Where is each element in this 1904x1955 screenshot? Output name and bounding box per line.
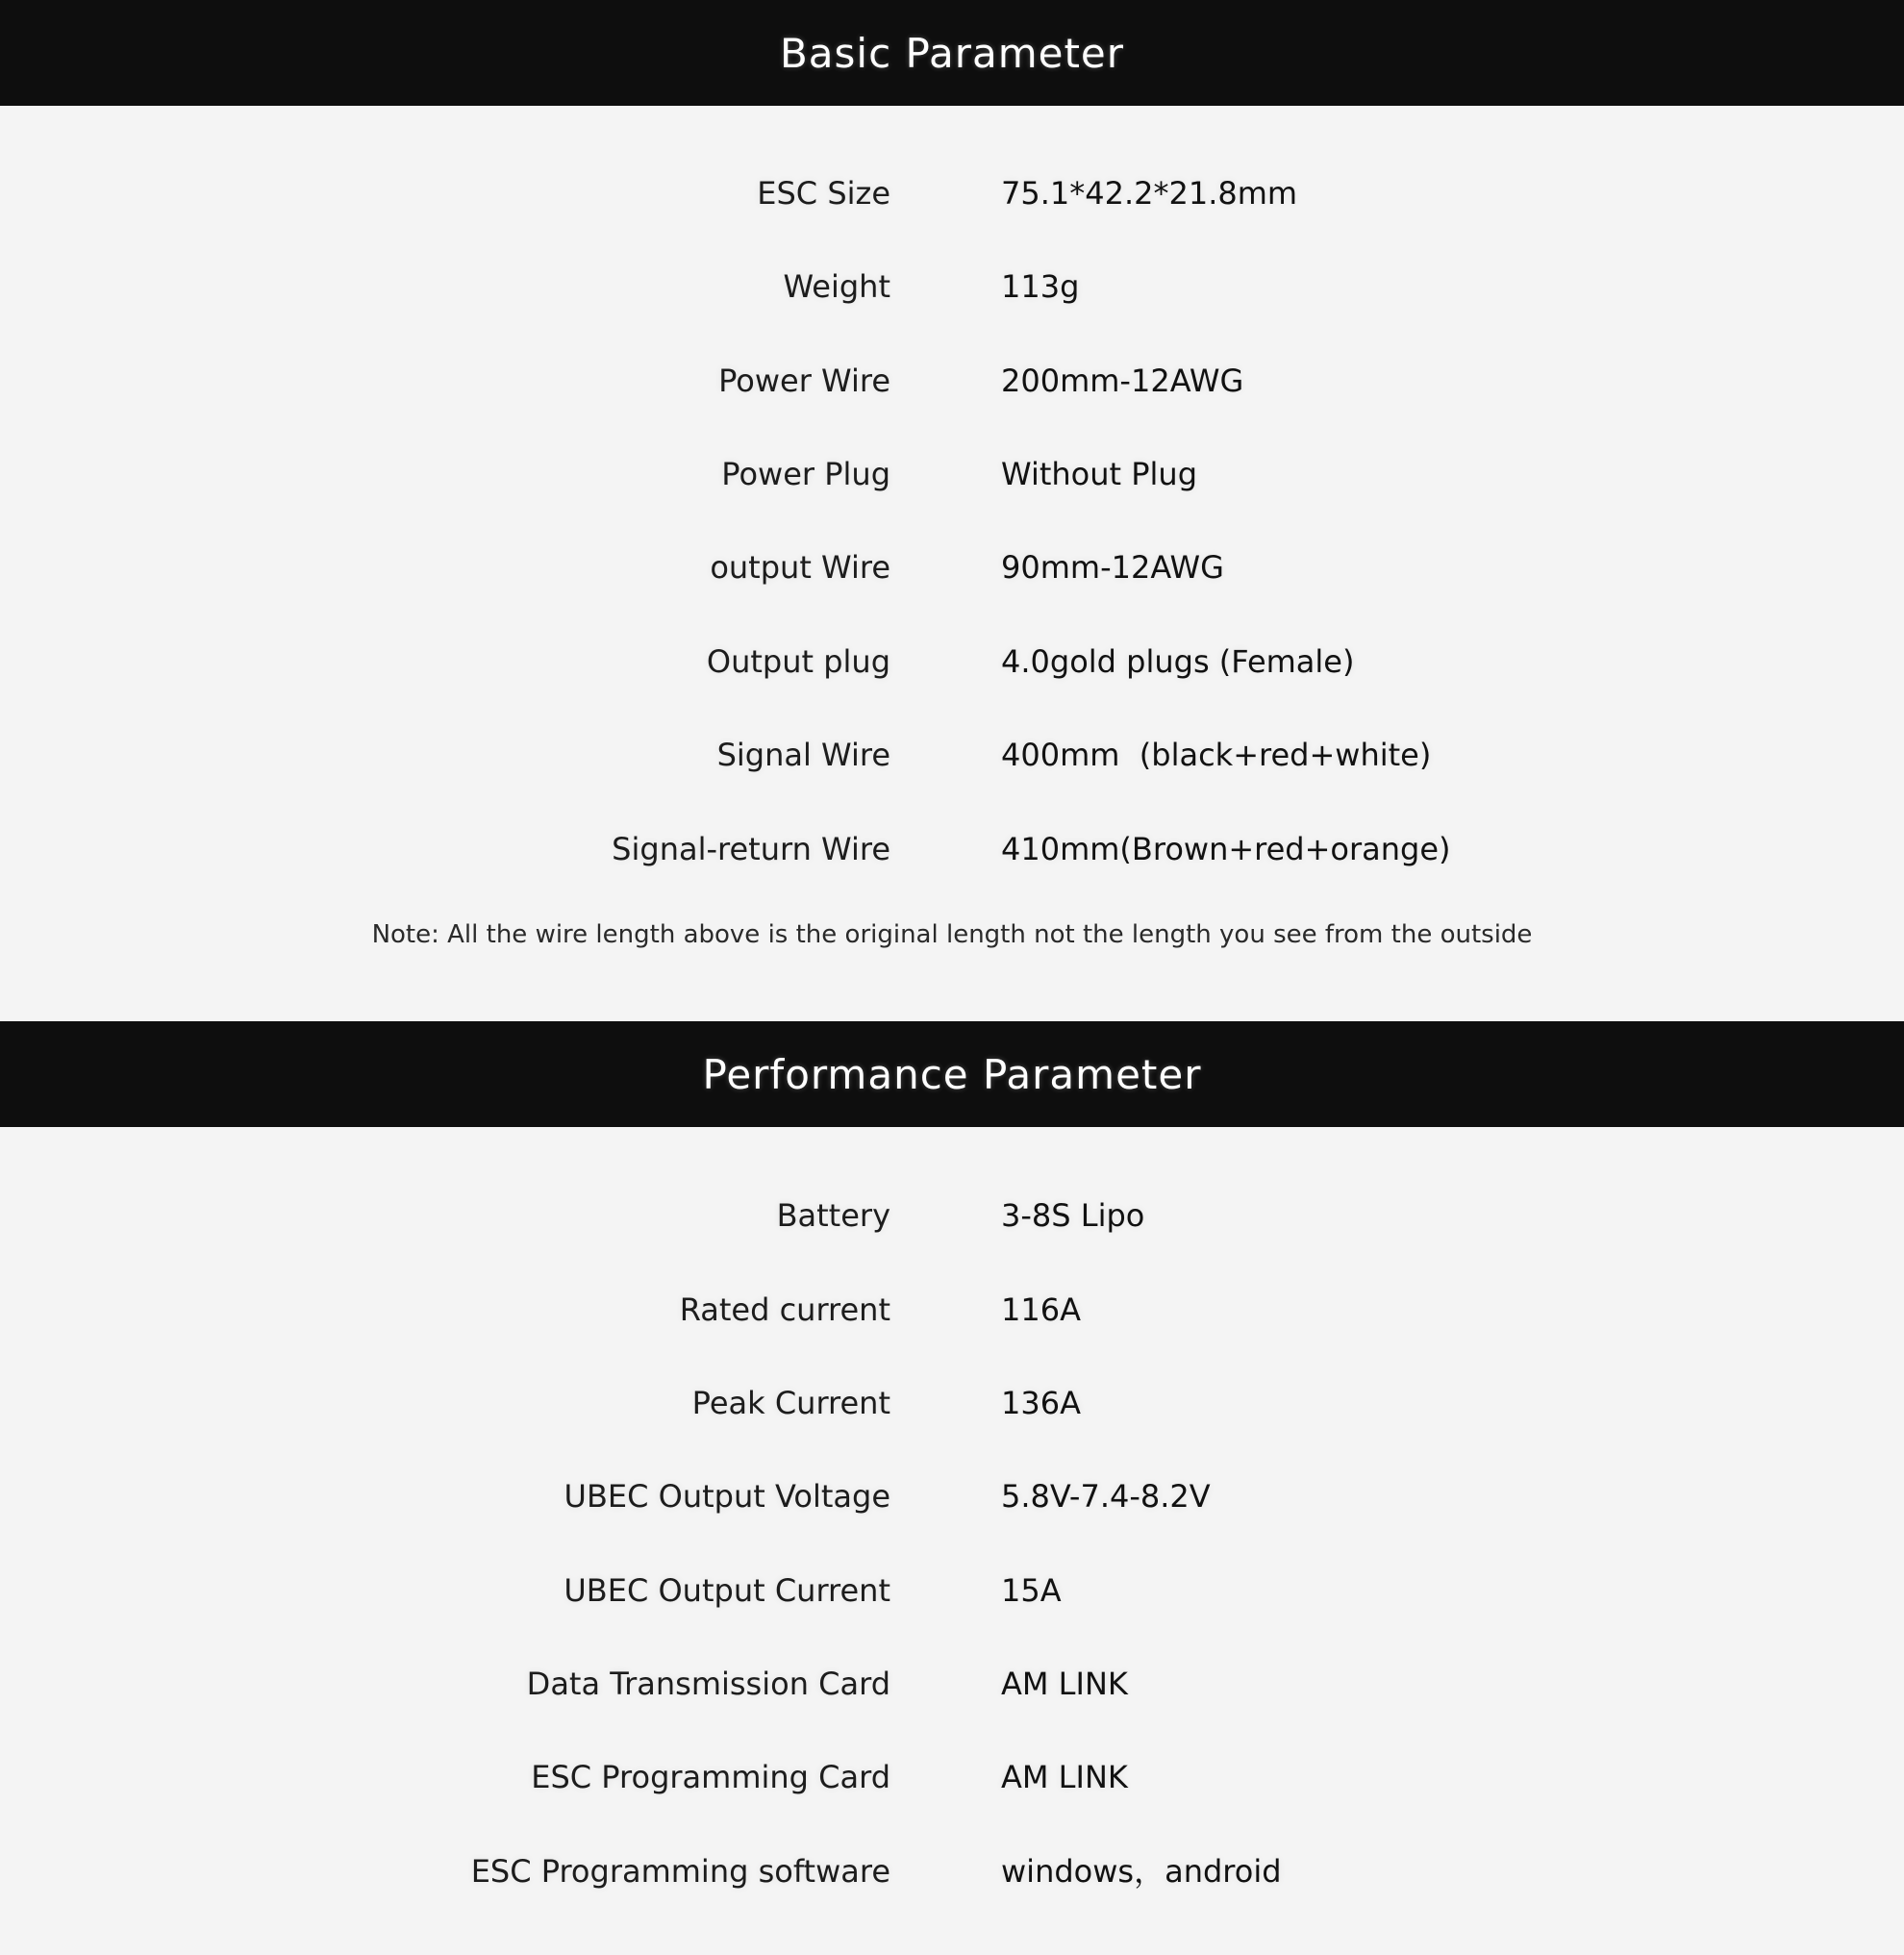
spec-label: Battery xyxy=(776,1197,890,1234)
spec-label: Power Wire xyxy=(718,363,890,399)
spec-value: 400mm (black+red+white) xyxy=(1001,737,1432,773)
spec-value: 136A xyxy=(1001,1385,1081,1421)
spec-row-power-wire xyxy=(0,352,1904,410)
spec-row-ubec-output-voltage xyxy=(0,1467,1904,1525)
spec-row-power-plug xyxy=(0,445,1904,503)
spec-row-data-transmission-card xyxy=(0,1655,1904,1713)
spec-label: Rated current xyxy=(679,1291,890,1328)
spec-label: Output plug xyxy=(706,643,890,680)
spec-value: 3-8S Lipo xyxy=(1001,1197,1145,1234)
spec-value: 200mm-12AWG xyxy=(1001,363,1244,399)
spec-value: 410mm(Brown+red+orange) xyxy=(1001,831,1451,867)
spec-row-esc-size xyxy=(0,164,1904,222)
performance-parameter-section xyxy=(0,1127,1904,1955)
spec-value: AM LINK xyxy=(1001,1759,1128,1795)
spec-row-rated-current xyxy=(0,1281,1904,1339)
spec-row-output-wire xyxy=(0,539,1904,596)
spec-value: 75.1*42.2*21.8mm xyxy=(1001,175,1298,212)
spec-label: Peak Current xyxy=(691,1385,890,1421)
spec-row-esc-programming-software xyxy=(0,1842,1904,1900)
spec-row-peak-current xyxy=(0,1374,1904,1432)
spec-value: 4.0gold plugs (Female) xyxy=(1001,643,1355,680)
spec-value: 116A xyxy=(1001,1291,1081,1328)
spec-label: Power Plug xyxy=(721,456,890,492)
spec-value: Without Plug xyxy=(1001,456,1198,492)
spec-row-signal-return-wire xyxy=(0,820,1904,878)
performance-parameter-title: Performance Parameter xyxy=(702,1050,1202,1098)
spec-label: Signal-return Wire xyxy=(612,831,890,867)
basic-parameter-title: Basic Parameter xyxy=(779,29,1125,77)
spec-label: ESC Size xyxy=(757,175,890,212)
spec-label: output Wire xyxy=(710,549,890,586)
spec-label: ESC Programming Card xyxy=(531,1759,890,1795)
spec-value: windows，android xyxy=(1001,1853,1282,1890)
spec-label: Signal Wire xyxy=(716,737,890,773)
spec-row-esc-programming-card xyxy=(0,1748,1904,1806)
spec-value: AM LINK xyxy=(1001,1666,1128,1702)
spec-row-signal-wire xyxy=(0,726,1904,784)
spec-value: 90mm-12AWG xyxy=(1001,549,1224,586)
spec-value: 5.8V-7.4-8.2V xyxy=(1001,1478,1211,1515)
spec-label: UBEC Output Current xyxy=(564,1572,890,1609)
spec-row-battery xyxy=(0,1187,1904,1244)
spec-label: Weight xyxy=(783,268,890,305)
wire-length-note: Note: All the wire length above is the original length not the length you see from the outside xyxy=(371,920,1533,949)
spec-row-output-plug xyxy=(0,633,1904,690)
spec-value: 15A xyxy=(1001,1572,1062,1609)
spec-value: 113g xyxy=(1001,268,1080,305)
spec-label: UBEC Output Voltage xyxy=(564,1478,890,1515)
spec-row-weight xyxy=(0,258,1904,315)
spec-label: Data Transmission Card xyxy=(526,1666,890,1702)
basic-parameter-section xyxy=(0,106,1904,1021)
spec-label: ESC Programming software xyxy=(470,1853,890,1890)
performance-parameter-header xyxy=(0,1021,1904,1127)
spec-row-ubec-output-current xyxy=(0,1562,1904,1619)
basic-parameter-header xyxy=(0,0,1904,106)
